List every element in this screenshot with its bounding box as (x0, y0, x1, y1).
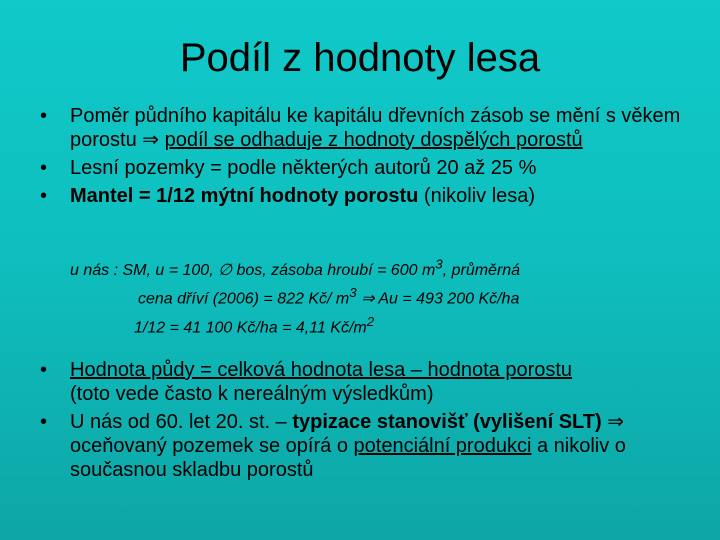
bold-text: Mantel = 1/12 mýtní hodnoty porostu (70, 185, 419, 207)
bullet-soil-value (40, 358, 690, 406)
text: u nás : SM, u = 100, (70, 262, 219, 280)
underlined-text: potenciální produkci (353, 435, 532, 457)
bullet-text: (toto vede často k nereálným výsledkům) (70, 383, 434, 405)
underlined-text: podíl se odhaduje z hodnoty dospělých porostů (164, 129, 583, 151)
bullet-marker: • (40, 105, 48, 127)
bullet-text: oceňovaný pozemek se opírá o (70, 435, 354, 457)
text: bos, zásoba hroubí = 600 m (232, 262, 436, 280)
bullet-text: (nikoliv lesa) (418, 185, 536, 207)
example-line-1 (70, 257, 521, 280)
arrow-icon: ⇒ (607, 411, 624, 433)
bullet-text: a nikoliv o současnou skladbu porostů (70, 435, 626, 481)
bullet-mantel (40, 184, 690, 208)
text: cena dříví (2006) = 822 Kč/ m (138, 290, 350, 308)
underlined-text: Hodnota půdy = celková hodnota lesa – hodnota porostu (70, 359, 573, 381)
bold-text: typizace stanovišť (vylišení SLT) (292, 411, 602, 433)
bullet-marker: • (40, 185, 48, 207)
superscript: 2 (366, 313, 375, 329)
empty-set-icon: ∅ (218, 262, 233, 280)
bullet-text: U nás od 60. let 20. st. – (70, 411, 293, 433)
example-line-3 (70, 311, 650, 339)
superscript: 3 (435, 257, 443, 272)
example-calculation (70, 254, 650, 339)
text: Au = 493 200 Kč/ha (374, 290, 520, 308)
bullet-marker: • (40, 359, 48, 381)
arrow-icon: ⇒ (142, 129, 160, 151)
bullet-marker: • (40, 411, 48, 433)
bullet-text: Lesní pozemky = podle některých autorů 20 až 25 % (70, 157, 537, 179)
text: , průměrná (442, 262, 521, 280)
bullet-typization (40, 410, 690, 482)
bullet-list-bottom (40, 358, 690, 486)
bullet-soil-capital-ratio (40, 104, 690, 152)
bullet-marker: • (40, 157, 48, 179)
bullet-forest-land (40, 156, 690, 180)
superscript: 3 (349, 285, 357, 301)
slide-title: Podíl z hodnoty lesa (179, 36, 541, 80)
bullet-list-top (40, 104, 690, 212)
example-line-2 (70, 282, 650, 310)
arrow-icon: ⇒ (361, 290, 375, 308)
bullet-text: Poměr půdního kapitálu ke kapitálu dřevních zásob se mění s věkem porostu (70, 105, 681, 151)
text: 1/12 = 41 100 Kč/ha = 4,11 Kč/m (134, 318, 367, 336)
